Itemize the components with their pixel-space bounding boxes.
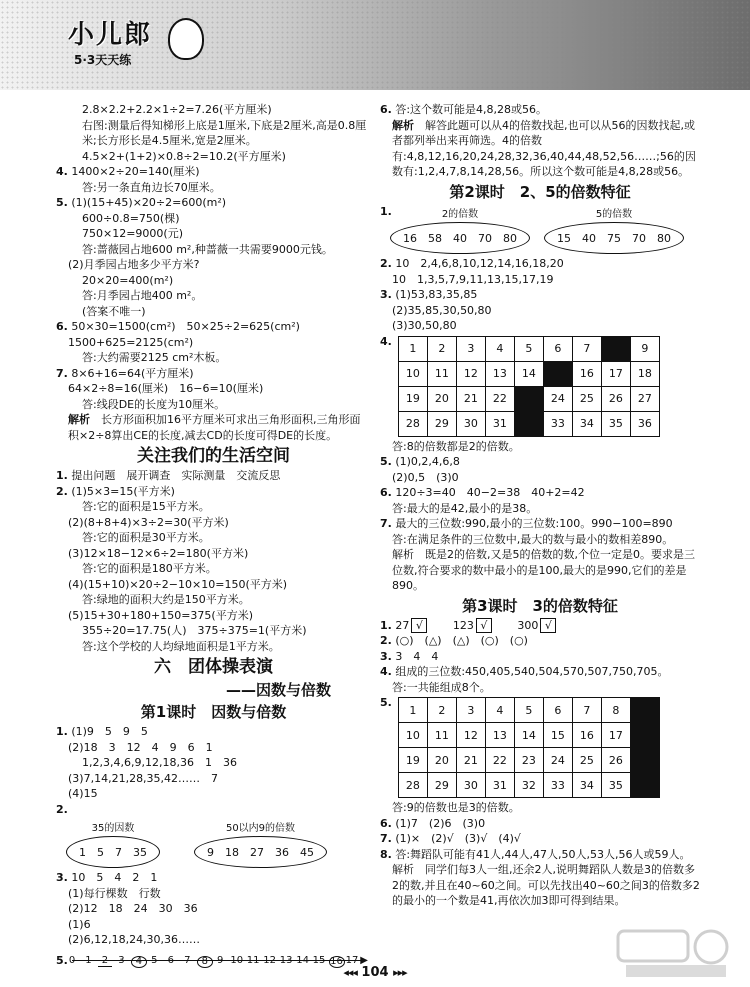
lesson-title: 第2课时 2、5的倍数特征	[449, 182, 631, 201]
question-number: 3.	[56, 871, 68, 884]
grid-cell: 29	[427, 773, 456, 798]
answer-text: 展开调查	[126, 469, 171, 482]
answer-text: 50×30=1500(cm²)	[71, 320, 176, 333]
answer-text: (1)53,83,35,85	[395, 288, 478, 301]
number-line-tick: 11	[246, 954, 260, 966]
answer-text: 答:这个数可能是4,8,28或56。	[395, 103, 548, 116]
grid-cell: 10	[398, 361, 427, 386]
answer-line: (4)(15+10)×20÷2−10×10=150(平方米)	[68, 577, 288, 591]
oval-title: 50以内9的倍数	[225, 823, 296, 834]
grid-cell	[514, 411, 543, 436]
mascot-icon	[168, 18, 204, 60]
grid-cell	[630, 723, 659, 748]
answer-line	[380, 287, 700, 303]
grid-row	[398, 748, 659, 773]
answer-line: (2)(8+8+4)×3÷2=30(平方米)	[68, 515, 229, 529]
grid-cell: 12	[456, 723, 485, 748]
hundred-grid	[398, 697, 660, 798]
grid-cell: 34	[572, 773, 601, 798]
question-number: 5.	[56, 196, 68, 209]
question-number: 3.	[380, 649, 392, 663]
answer-line: (4)15	[68, 787, 98, 800]
question-number: 4.	[56, 165, 68, 178]
grid-row	[398, 336, 659, 361]
answer-text: (1)7 (2)6 (3)0	[395, 816, 486, 830]
area-line: 右图:测量后得知梯形上底是1厘米,下底是2厘米,高是0.8厘米;长方形长是4.5厘米,宽是2厘米。	[82, 118, 367, 147]
grid-cell: 1	[398, 698, 427, 723]
question-number: 1.	[380, 618, 392, 632]
answer-line	[380, 664, 700, 680]
answer-line	[380, 256, 700, 272]
answer-line: 答:月季园占地400 m²。	[82, 289, 203, 302]
answer-line: 答:最大的是42,最小的是38。	[392, 501, 538, 515]
answer-text: (1)× (2)√ (3)√ (4)√	[395, 832, 521, 845]
number-line-tick: 4	[131, 956, 147, 968]
number-line-tick: 12	[263, 954, 276, 966]
grid-cell: 29	[427, 411, 456, 436]
grid-cell: 6	[543, 336, 572, 361]
grid-cell: 4	[485, 336, 514, 361]
number-line-tick: 14	[296, 954, 309, 966]
oval-values: 1 5 7 35	[66, 836, 160, 868]
answer-text: (1)5×3=15(平方米)	[71, 484, 175, 498]
grid-cell: 1	[398, 336, 427, 361]
answer-line: (2)月季园占地多少平方米?	[68, 258, 200, 271]
answer-text: 123	[452, 618, 474, 632]
grid-cell: 24	[543, 386, 572, 411]
answer-line: (3)12×18−12×6÷2=180(平方米)	[68, 546, 249, 560]
oval-title: 35的因数	[91, 823, 135, 834]
grid-cell: 9	[630, 336, 659, 361]
answer-line: 答:8的倍数都是2的倍数。	[392, 439, 520, 453]
answer-line	[56, 164, 371, 180]
grid-cell: 28	[398, 773, 427, 798]
lesson-title: 第3课时 3的倍数特征	[462, 596, 618, 615]
grid-cell: 11	[427, 723, 456, 748]
question-number: 1.	[56, 725, 68, 738]
number-line-tick: 2	[98, 956, 112, 967]
section-title: 关注我们的生活空间	[137, 446, 290, 466]
answer-line: 答:另一条直角边长70厘米。	[82, 180, 221, 194]
answer-line: 10 1,3,5,7,9,11,13,15,17,19	[392, 272, 554, 286]
grid-cell: 14	[514, 723, 543, 748]
checkmark-icon: √	[476, 618, 492, 633]
answer-line: 答:蔷薇园占地600 m²,种蔷薇一共需要9000元钱。	[82, 242, 333, 256]
answer-text: 27	[395, 618, 410, 632]
question-number-text: 2.	[56, 802, 68, 816]
number-line-tick: 7	[184, 954, 191, 966]
grid-cell: 26	[601, 386, 630, 411]
number-line-tick: 8	[197, 956, 213, 968]
grid-cell: 17	[601, 361, 630, 386]
question-number: 6.	[56, 320, 68, 333]
page-header-banner	[0, 0, 750, 90]
grid-cell: 24	[543, 748, 572, 773]
answer-line	[56, 381, 371, 397]
answer-line: 20×20=400(m²)	[82, 273, 174, 287]
answer-line: 750×12=9000(元)	[82, 227, 184, 240]
grid-cell: 31	[485, 411, 514, 436]
grid-cell: 25	[572, 386, 601, 411]
brand-logo	[68, 14, 152, 68]
oval-answers	[390, 205, 700, 254]
grid-cell: 34	[572, 411, 601, 436]
question-number: 7.	[380, 517, 392, 530]
answer-line: 答:线段DE的长度为10厘米。	[82, 397, 226, 411]
unit-subtitle: ——因数与倍数	[225, 681, 331, 699]
grid-cell	[630, 773, 659, 798]
question-number: 6.	[380, 486, 392, 499]
answer-line	[56, 870, 371, 886]
grid-question	[380, 334, 700, 439]
answer-line	[56, 319, 371, 335]
area-line: 2.8×2.2+2.2×1÷2=7.26(平方厘米)	[82, 103, 272, 116]
grid-cell: 14	[514, 361, 543, 386]
oval-group	[194, 819, 327, 868]
question-number: 8.	[380, 847, 392, 861]
question-number: 3.	[380, 288, 392, 301]
answer-text: 50×25÷2=625(cm²)	[186, 320, 300, 333]
grid-cell: 3	[456, 698, 485, 723]
answer-line: 答:大约需要2125 cm²木板。	[82, 351, 227, 364]
left-column	[56, 102, 371, 978]
page-number: 104	[361, 965, 389, 980]
grid-row	[398, 698, 659, 723]
answer-line: 600÷0.8=750(棵)	[82, 211, 180, 225]
number-line-tick: 3	[118, 954, 125, 966]
answer-line: 答:它的面积是15平方米。	[82, 500, 210, 513]
answer-line	[380, 633, 700, 649]
analysis-text: 长方形面积加16平方厘米可求出三角形面积,三角形面积×2÷8算出CE的长度,减去CD的长度可得DE的长度。	[68, 413, 361, 442]
answer-line	[380, 816, 700, 832]
answer-line: 答:在满足条件的三位数中,最大的数与最小的数相差890。	[392, 532, 674, 546]
grid-cell	[630, 748, 659, 773]
answer-text: 3 4 4	[395, 649, 439, 663]
question-number-text: 1.	[380, 204, 392, 218]
answer-text: (○) (△) (△) (○) (○)	[395, 634, 528, 647]
answer-text: 1400×2÷20=140(厘米)	[71, 165, 200, 178]
answer-line	[56, 366, 371, 382]
oval-values: 9 18 27 36 45	[194, 836, 327, 868]
grid-cell: 7	[572, 336, 601, 361]
grid-cell: 28	[398, 411, 427, 436]
answer-line	[56, 468, 371, 484]
answer-line	[56, 623, 371, 639]
lesson-title: 第1课时 因数与倍数	[140, 703, 287, 721]
grid-cell: 31	[485, 773, 514, 798]
grid-row	[398, 723, 659, 748]
number-line-tick: 16	[330, 955, 343, 967]
answer-line: (3)7,14,21,28,35,42…… 7	[68, 771, 219, 785]
answer-line	[380, 618, 700, 634]
grid-cell: 26	[601, 748, 630, 773]
grid-cell: 21	[456, 748, 485, 773]
question-number: 6.	[380, 816, 392, 830]
arrows-right-icon: ▸▸▸	[393, 966, 407, 979]
answer-line: 答:绿地的面积大约是150平方米。	[82, 593, 250, 606]
grid-cell: 15	[543, 723, 572, 748]
answer-line	[380, 454, 700, 470]
answer-text: (1)9 5 9 5	[71, 725, 148, 738]
answer-line: (2)35,85,30,50,80	[392, 303, 492, 317]
grid-cell: 36	[630, 411, 659, 436]
grid-cell: 21	[456, 386, 485, 411]
answer-text: 组成的三位数:450,405,540,504,570,507,750,705。	[395, 665, 669, 678]
answer-line: 答:9的倍数也是3的倍数。	[392, 801, 520, 814]
analysis-line: 解析 同学们每3人一组,还余2人,说明舞蹈队人数是3的倍数多2的数,并且在40~60之间。可以先找出40~60之间3的倍数多2的最小的一个数是41,再依次加3即可得到结果。	[392, 863, 700, 907]
grid-cell: 17	[601, 723, 630, 748]
grid-cell: 25	[572, 748, 601, 773]
answer-line: (2)0,5 (3)0	[392, 470, 459, 484]
answer-line: (2)12 18 24 30 36	[68, 902, 198, 915]
answer-line	[56, 484, 371, 500]
analysis-line: 解析 既是2的倍数,又是5的倍数的数,个位一定是0。要求是三位数,符合要求的数中最小的是100,最大的是990,它们的差是890。	[392, 548, 695, 592]
answer-line: 1,2,3,4,6,9,12,18,36 1 36	[82, 756, 237, 769]
checkmark-icon: √	[540, 618, 556, 633]
answer-text: 300	[517, 618, 539, 632]
grid-cell: 13	[485, 361, 514, 386]
checkmark-icon: √	[411, 618, 427, 633]
question-number: 7.	[380, 832, 392, 845]
number-line-tick: 17	[345, 954, 359, 966]
answer-line	[380, 485, 700, 501]
hundred-grid	[398, 336, 660, 437]
oval-answers	[66, 819, 371, 868]
answer-text: 交流反思	[236, 469, 281, 482]
answer-text: 355÷20=17.75(人)	[82, 624, 187, 637]
grid-question	[380, 695, 700, 800]
grid-cell: 19	[398, 386, 427, 411]
grid-cell: 22	[485, 748, 514, 773]
answer-text: 最大的三位数:990,最小的三位数:100。990−100=890	[395, 517, 673, 530]
arrows-left-icon: ◂◂◂	[343, 966, 357, 979]
watermark-logo	[616, 927, 736, 981]
number-line-tick: 13	[279, 954, 293, 966]
grid-cell	[514, 386, 543, 411]
answer-line	[380, 649, 700, 665]
logo-title: 小儿郎	[68, 20, 153, 50]
grid-cell: 4	[485, 698, 514, 723]
grid-cell: 20	[427, 386, 456, 411]
grid-cell: 11	[427, 361, 456, 386]
analysis-label: 解析	[68, 413, 90, 426]
oval-title: 2的倍数	[441, 209, 479, 220]
grid-cell: 30	[456, 411, 485, 436]
grid-cell: 13	[485, 723, 514, 748]
analysis-text: 解答此题可以从4的倍数找起,也可以从56的因数找起,或者都列举出来再筛选。4的倍数有:4,8,12,16,20,24,28,32,36,40,44,48,52,56……;56的因数有:1,2,4,7,8,14,28,56。所以这个数可能是4,8,28或56。	[392, 118, 696, 178]
question-number: 5.	[380, 696, 392, 709]
question-number	[56, 802, 371, 818]
grid-cell: 33	[543, 411, 572, 436]
answer-text: 10 5 4 2 1	[71, 871, 158, 884]
question-number: 5.	[380, 455, 392, 468]
grid-cell: 2	[427, 698, 456, 723]
grid-cell	[601, 336, 630, 361]
question-number: 5.	[56, 953, 68, 967]
area-line: 4.5×2+(1+2)×0.8÷2=10.2(平方厘米)	[82, 149, 286, 163]
question-number: 6.	[380, 103, 392, 116]
question-number: 4.	[380, 334, 392, 348]
grid-cell: 3	[456, 336, 485, 361]
answer-text: 8×6+16=64(平方厘米)	[71, 366, 194, 380]
grid-cell: 5	[514, 698, 543, 723]
answer-line: 答:这个学校的人均绿地面积是1平方米。	[82, 639, 280, 653]
answer-line: (3)30,50,80	[392, 319, 457, 332]
unit-title: 六 团体操表演	[154, 657, 273, 677]
answer-line	[380, 847, 700, 863]
answer-text: 16−6=10(厘米)	[179, 382, 264, 395]
oval-group	[544, 205, 684, 254]
oval-title: 5的倍数	[595, 209, 633, 220]
grid-cell: 33	[543, 773, 572, 798]
grid-row	[398, 361, 659, 386]
grid-cell: 8	[601, 698, 630, 723]
answer-text: (1)(15+45)×20÷2=600(m²)	[71, 196, 227, 209]
answer-line: 答:一共能组成8个。	[392, 680, 491, 694]
answer-line: (2)6,12,18,24,30,36……	[68, 933, 201, 946]
answer-line	[56, 195, 371, 211]
answer-line: 1500+625=2125(cm²)	[68, 335, 194, 349]
grid-cell: 35	[601, 411, 630, 436]
number-line-tick: 10	[230, 954, 244, 966]
answer-text: 375÷375=1(平方米)	[197, 624, 307, 637]
grid-cell: 12	[456, 361, 485, 386]
answer-line: (1)6	[68, 917, 91, 931]
answer-line	[380, 831, 700, 847]
grid-cell: 10	[398, 723, 427, 748]
grid-cell: 7	[572, 698, 601, 723]
answer-line: (2)18 3 12 4 9 6 1	[68, 740, 213, 754]
grid-cell: 2	[427, 336, 456, 361]
number-line-tick: 5	[151, 954, 158, 966]
answer-line: 答:它的面积是180平方米。	[82, 562, 217, 575]
answer-text: 120÷3=40 40−2=38 40+2=42	[395, 486, 585, 499]
answer-line: (5)15+30+180+150=375(平方米)	[68, 608, 254, 622]
grid-cell: 6	[543, 698, 572, 723]
number-line-tick: 9	[217, 954, 224, 966]
arrow-right-icon: ▶	[360, 954, 368, 966]
grid-cell	[543, 361, 572, 386]
grid-cell: 32	[514, 773, 543, 798]
oval-values: 15 40 75 70 80	[544, 222, 684, 254]
question-number: 2.	[56, 484, 68, 498]
grid-cell: 27	[630, 386, 659, 411]
grid-cell: 30	[456, 773, 485, 798]
answer-line: (1)每行棵数 行数	[68, 886, 161, 900]
grid-row	[398, 773, 659, 798]
oval-group	[390, 205, 530, 254]
analysis-label: 解析	[392, 118, 414, 132]
answer-text: 答:舞蹈队可能有41人,44人,47人,50人,53人,56人或59人。	[395, 847, 691, 861]
grid-cell: 35	[601, 773, 630, 798]
number-line-tick: 0	[68, 954, 76, 966]
grid-cell: 16	[572, 361, 601, 386]
grid-cell: 23	[514, 748, 543, 773]
answer-text: 实际测量	[181, 469, 226, 482]
answer-text: 10 2,4,6,8,10,12,14,16,18,20	[395, 257, 564, 270]
grid-cell: 20	[427, 748, 456, 773]
grid-cell: 19	[398, 748, 427, 773]
grid-cell: 5	[514, 336, 543, 361]
answer-line	[380, 516, 700, 532]
answer-line	[56, 724, 371, 740]
number-line-tick: 6	[167, 954, 174, 966]
answer-text: (1)0,2,4,6,8	[395, 455, 460, 468]
analysis-line	[56, 412, 371, 443]
grid-cell: 22	[485, 386, 514, 411]
question-number: 2.	[380, 634, 392, 647]
oval-group	[66, 819, 160, 868]
answer-text: 64×2÷8=16(厘米)	[68, 382, 169, 395]
oval-values: 16 58 40 70 80	[390, 222, 530, 254]
question-number: 7.	[56, 366, 68, 380]
question-number: 2.	[380, 257, 392, 270]
grid-row	[398, 386, 659, 411]
question-number: 1.	[56, 469, 68, 482]
grid-cell: 16	[572, 723, 601, 748]
number-line-tick: 1	[85, 954, 92, 966]
answer-line	[380, 102, 700, 118]
right-column	[380, 102, 700, 909]
grid-cell	[630, 698, 659, 723]
answer-line: (答案不唯一)	[82, 304, 146, 318]
logo-subtitle: 5·3天天练	[74, 53, 132, 67]
question-number: 4.	[380, 665, 392, 678]
answer-line: 答:它的面积是30平方米。	[82, 531, 210, 544]
analysis-line	[380, 118, 700, 180]
number-line-tick: 15	[312, 954, 326, 966]
grid-row	[398, 411, 659, 436]
grid-cell: 18	[630, 361, 659, 386]
answer-text: 提出问题	[71, 469, 116, 482]
